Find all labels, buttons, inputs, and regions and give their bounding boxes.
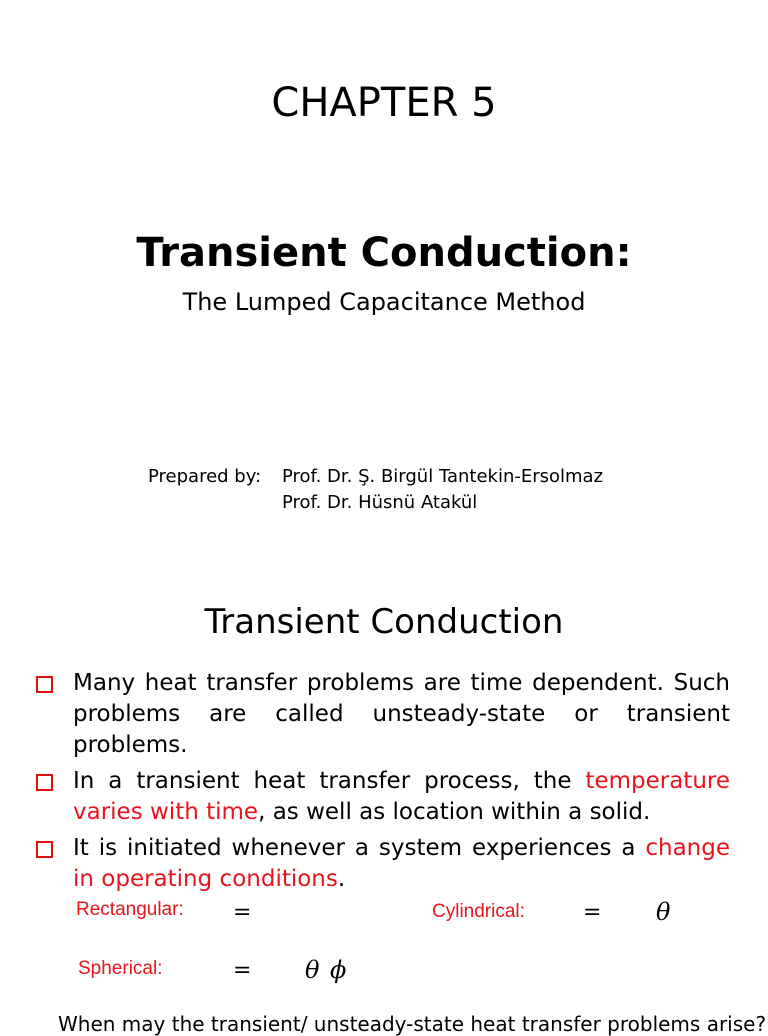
bullet-list [30, 668, 730, 900]
author-2: Prof. Dr. Hüsnü Atakül [282, 492, 478, 513]
spherical-equals: = [233, 958, 252, 983]
bullet-item [30, 833, 730, 895]
spherical-theta: θ [305, 956, 320, 984]
rectangular-equals: = [233, 900, 252, 925]
cylindrical-equals: = [583, 900, 602, 925]
bullet-text-highlight: temperature varies with time [73, 768, 730, 825]
spherical-label: Spherical: [78, 958, 163, 979]
bullet-text-pre: It is initiated whenever a system experiences a [73, 835, 646, 861]
chapter-heading: CHAPTER 5 [271, 80, 497, 126]
hollow-square-bullet-icon [36, 841, 53, 858]
rectangular-label: Rectangular: [76, 899, 184, 920]
bullet-text-post: . [337, 866, 346, 892]
bullet-text-highlight: change in operating conditions [73, 835, 730, 892]
prepared-by-block [148, 464, 603, 516]
question-text: When may the transient/ unsteady-state heat transfer problems arise? [58, 1012, 767, 1036]
slide-subtitle: The Lumped Capacitance Method [182, 288, 586, 316]
bullet-item [30, 766, 730, 828]
content-slide [0, 580, 768, 1036]
hollow-square-bullet-icon [36, 676, 53, 693]
hollow-square-bullet-icon [36, 774, 53, 791]
prepared-by-label: Prepared by: [148, 466, 262, 487]
content-slide-title: Transient Conduction [204, 602, 564, 642]
spherical-phi: ϕ [330, 956, 347, 984]
bullet-text: Many heat transfer problems are time dependent. Such problems are called unsteady-state or transient problems. [73, 670, 730, 758]
cylindrical-label: Cylindrical: [432, 901, 525, 922]
bullet-item [30, 668, 730, 761]
author-1: Prof. Dr. Ş. Birgül Tantekin-Ersolmaz [282, 466, 604, 487]
cylindrical-theta: θ [656, 898, 671, 926]
slide-title: Transient Conduction: [136, 230, 632, 276]
bullet-text-pre: In a transient heat transfer process, the [73, 768, 586, 794]
bullet-text-post: , as well as location within a solid. [258, 799, 651, 825]
